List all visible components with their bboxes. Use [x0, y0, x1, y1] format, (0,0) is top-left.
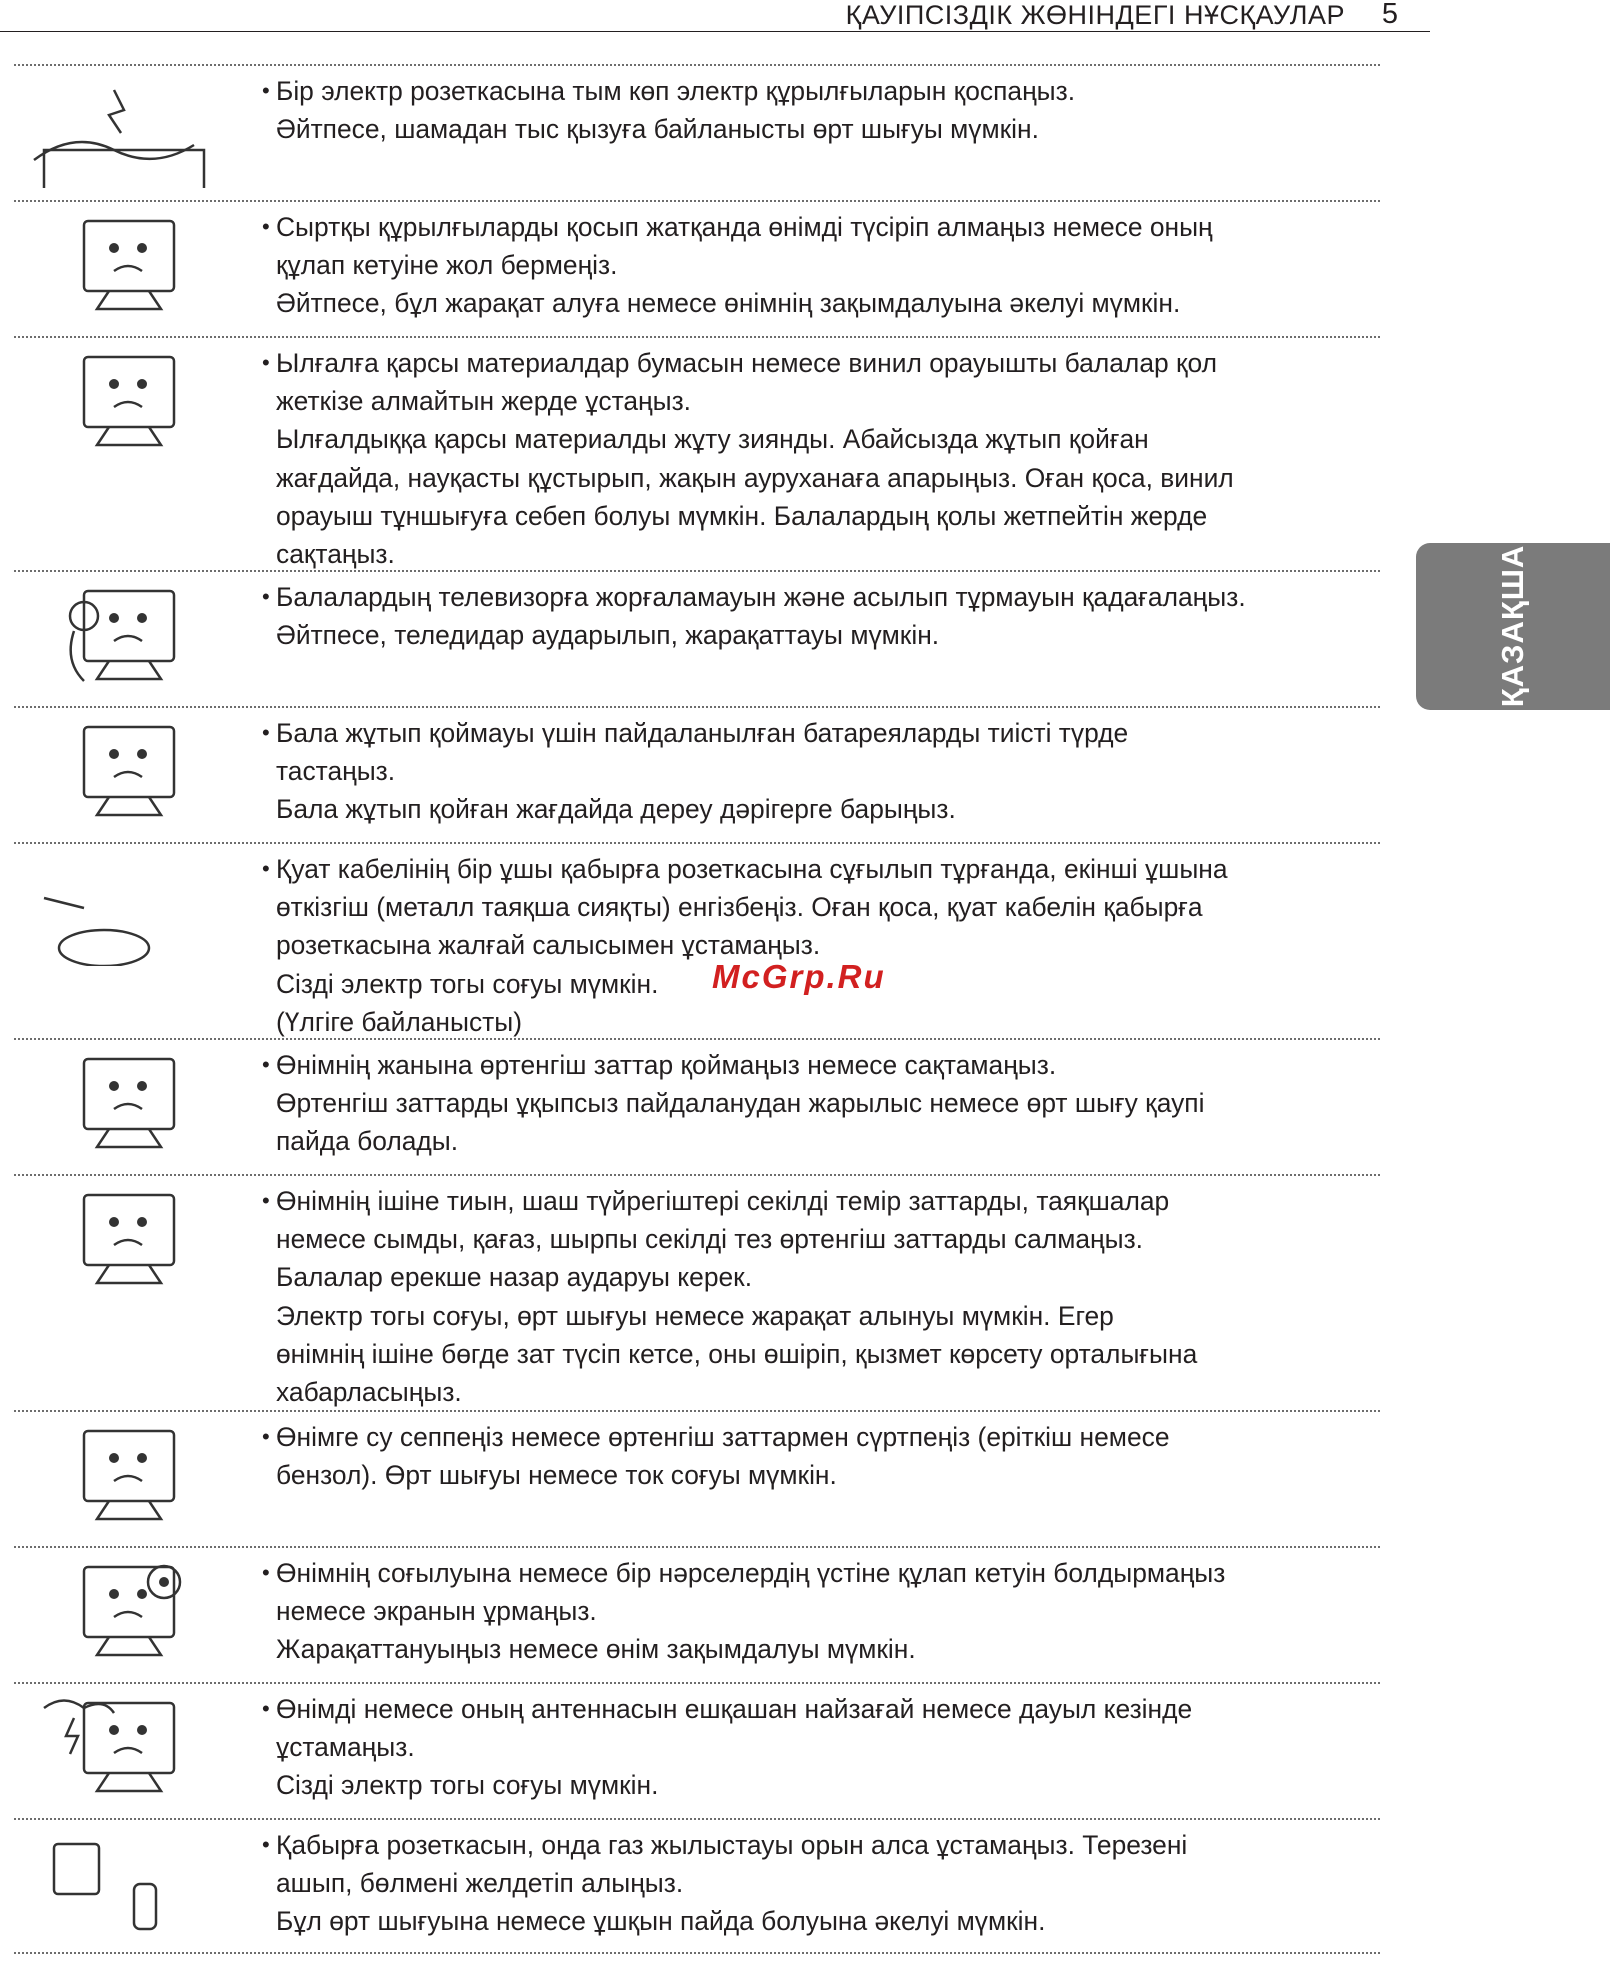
text-line: өткізгіш (металл таяқша сияқты) енгізбеңіз. Оған қоса, қуат кабелін қабырға — [276, 892, 1203, 923]
text-line: немесе экранын ұрмаңыз. — [276, 1596, 597, 1627]
safety-item-text — [262, 72, 1376, 148]
header-title: ҚАУІПСІЗДІК ЖӨНІНДЕГІ НҰСҚАУЛАР — [845, 0, 1345, 30]
lightning-storm-tv-icon — [14, 1688, 234, 1806]
bullet: • — [262, 1188, 270, 1213]
power-cable-metal-rod-icon — [14, 848, 234, 966]
language-tab-label: ҚАЗАҚША — [1495, 544, 1530, 708]
bullet: • — [262, 78, 270, 103]
child-swallowing-battery-icon — [14, 712, 234, 830]
bullet: • — [262, 584, 270, 609]
bullet: • — [262, 1052, 270, 1077]
child-pulling-tv-cable-icon — [14, 206, 234, 324]
bullet: • — [262, 856, 270, 881]
text-line: Әйтпесе, теледидар аударылып, жарақаттауы мүмкін. — [276, 620, 940, 651]
text-line: орауыш тұншығуға себеп болуы мүмкін. Балалардың қолы жетпейтін жерде — [276, 500, 1208, 531]
text-line: Қабырға розеткасын, онда газ жылыстауы орын алса ұстамаңыз. Терезені — [276, 1830, 1188, 1860]
text-line: Балалардың телевизорға жорғаламауын және асылып тұрмауын қадағалаңыз. — [276, 582, 1246, 612]
metal-objects-near-tv-icon — [14, 1180, 234, 1298]
safety-item — [14, 1038, 1380, 1174]
safety-item-text — [262, 1182, 1376, 1411]
safety-item — [14, 1546, 1380, 1682]
text-line: жеткізе алмайтын жерде ұстаңыз. — [276, 386, 692, 417]
bullet: • — [262, 1696, 270, 1721]
bullet: • — [262, 1832, 270, 1857]
text-line: Өртенгіш заттарды ұқыпсыз пайдаланудан жарылыс немесе өрт шығу қаупі — [276, 1088, 1205, 1119]
safety-item-text — [262, 344, 1376, 573]
bullet: • — [262, 720, 270, 745]
safety-item-text — [262, 1046, 1376, 1161]
text-line: ашып, бөлмені желдетіп алыңыз. — [276, 1868, 684, 1899]
language-tab — [1416, 543, 1610, 710]
text-line: пайда болады. — [276, 1126, 459, 1157]
text-line: Сыртқы құрылғыларды қосып жатқанда өнімді түсіріп алмаңыз немесе оның — [276, 212, 1213, 242]
child-with-desiccant-packet-icon — [14, 342, 234, 460]
child-climbing-tv-icon — [14, 576, 234, 694]
text-line: Ылғалдыққа қарсы материалды жұту зиянды. Абайсызда жұтып қойған — [276, 424, 1149, 455]
safety-item — [14, 64, 1380, 200]
text-line: розеткасына жалғай салысымен ұстамаңыз. — [276, 930, 821, 961]
watermark: McGrp.Ru — [712, 958, 886, 995]
safety-item-text — [262, 714, 1376, 829]
safety-item-text — [262, 850, 1376, 1041]
ball-hitting-tv-icon — [14, 1552, 234, 1670]
text-line: хабарласыңыз. — [276, 1377, 462, 1408]
page-number: 5 — [1381, 0, 1398, 30]
text-line: сақтаңыз. — [276, 539, 395, 570]
text-line: Өнімнің ішіне тиын, шаш түйрегіштері секілді темір заттарды, таяқшалар — [276, 1186, 1170, 1216]
text-line: Бала жұтып қоймауы үшін пайдаланылған батареяларды тиісті түрде — [276, 718, 1129, 748]
flammable-spray-near-tv-icon — [14, 1044, 234, 1162]
text-line: Қуат кабелінің бір ұшы қабырға розеткасына сұғылып тұрғанда, екінші ұшына — [276, 854, 1228, 884]
text-line: Өнімнің жанына өртенгіш заттар қоймаңыз немесе сақтамаңыз. — [276, 1050, 1057, 1080]
text-line: Бір электр розеткасына тым көп электр құрылғыларын қоспаңыз. — [276, 76, 1076, 106]
text-line: бензол). Өрт шығуы немесе ток соғуы мүмкін. — [276, 1460, 837, 1491]
gas-leak-outlet-icon — [14, 1824, 234, 1942]
text-line: Сізді электр тогы соғуы мүмкін. — [276, 1770, 659, 1801]
bullet: • — [262, 214, 270, 239]
text-line: Бұл өрт шығуына немесе ұшқын пайда болуына әкелуі мүмкін. — [276, 1906, 1046, 1937]
text-line: Әйтпесе, шамадан тыс қызуға байланысты өрт шығуы мүмкін. — [276, 114, 1039, 145]
water-spray-on-tv-icon — [14, 1416, 234, 1534]
text-line: тастаңыз. — [276, 756, 396, 787]
safety-item-text — [262, 578, 1376, 654]
safety-item-text — [262, 1826, 1376, 1941]
safety-item-text — [262, 1554, 1376, 1669]
text-line: өнімнің ішіне бөгде зат түсіп кетсе, оны өшіріп, қызмет көрсету орталығына — [276, 1338, 1198, 1369]
text-line: Өнімнің соғылуына немесе бір нәрселердің үстіне құлап кетуін болдырмаңыз — [276, 1558, 1226, 1588]
text-line: Өнімге су сеппеңіз немесе өртенгіш заттармен сүртпеңіз (еріткіш немесе — [276, 1422, 1170, 1452]
safety-item — [14, 706, 1380, 842]
safety-instructions-list — [14, 64, 1380, 1954]
bullet: • — [262, 1424, 270, 1449]
text-line: Сізді электр тогы соғуы мүмкін. — [276, 968, 659, 999]
text-line: құлап кетуіне жол бермеңіз. — [276, 250, 618, 281]
text-line: Ылғалға қарсы материалдар бумасын немесе винил орауышты балалар қол — [276, 348, 1218, 378]
text-line: Өнімді немесе оның антеннасын ешқашан найзағай немесе дауыл кезінде — [276, 1694, 1193, 1724]
safety-item — [14, 200, 1380, 336]
text-line: Әйтпесе, бұл жарақат алуға немесе өнімнің зақымдалуына әкелуі мүмкін. — [276, 288, 1181, 319]
text-line: Электр тогы соғуы, өрт шығуы немесе жарақат алынуы мүмкін. Егер — [276, 1300, 1114, 1331]
text-line: Жарақаттануыңыз немесе өнім зақымдалуы мүмкін. — [276, 1634, 916, 1665]
safety-item — [14, 1410, 1380, 1546]
safety-item — [14, 1174, 1380, 1410]
text-line: ұстамаңыз. — [276, 1732, 415, 1763]
safety-item-text — [262, 1418, 1376, 1494]
text-line: немесе сымды, қағаз, шырпы секілді тез өртенгіш заттарды салмаңыз. — [276, 1224, 1144, 1255]
text-line: жағдайда, науқасты құстырып, жақын ауруханаға апарыңыз. Оған қоса, винил — [276, 462, 1234, 493]
safety-item-text — [262, 1690, 1376, 1805]
safety-item — [14, 1818, 1380, 1954]
bullet: • — [262, 350, 270, 375]
safety-item-text — [262, 208, 1376, 323]
text-line: Балалар ерекше назар аударуы керек. — [276, 1262, 753, 1293]
safety-item — [14, 1682, 1380, 1818]
safety-item — [14, 570, 1380, 706]
page-header — [0, 0, 1430, 32]
text-line: Бала жұтып қойған жағдайда дереу дәрігерге барыңыз. — [276, 794, 956, 825]
safety-item — [14, 336, 1380, 570]
power-strip-overload-icon — [14, 70, 234, 188]
bullet: • — [262, 1560, 270, 1585]
text-line: (Үлгіге байланысты) — [276, 1006, 522, 1037]
safety-item — [14, 842, 1380, 1038]
